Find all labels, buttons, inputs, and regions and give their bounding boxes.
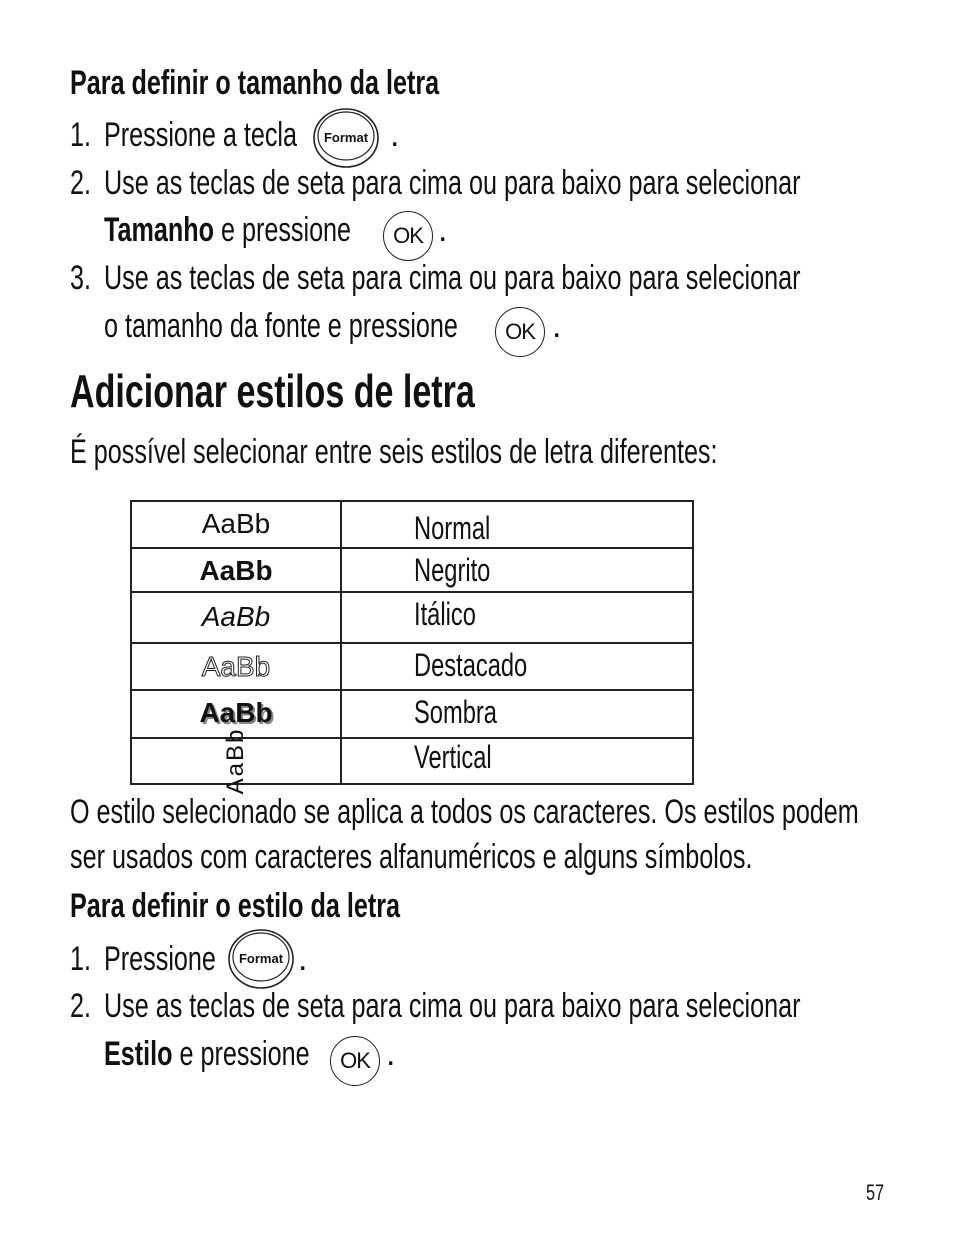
- style-paragraph-line1: O estilo selecionado se aplica a todos os caracteres. Os estilos podem: [70, 793, 859, 831]
- style-sample-vertical: AaBb: [131, 738, 341, 784]
- step-1-text: Pressione: [104, 940, 216, 978]
- step-1-end: .: [298, 940, 308, 978]
- style-name: Destacado: [341, 643, 693, 690]
- step-3-end: .: [552, 307, 562, 345]
- svg-text:Format: Format: [323, 130, 369, 145]
- option-estilo: Estilo: [104, 1035, 173, 1073]
- step-1-text: Pressione a tecla: [104, 116, 298, 154]
- ok-key-icon: OK: [495, 307, 545, 357]
- style-sample-shadow: AaBb: [131, 690, 341, 738]
- section-title: Adicionar estilos de letra: [70, 365, 475, 417]
- step-1-end: .: [390, 116, 400, 154]
- style-paragraph-line2: ser usados com caracteres alfanuméricos e alguns símbolos.: [70, 838, 753, 876]
- style-name: Itálico: [341, 592, 693, 643]
- table-row: [131, 643, 693, 690]
- format-key-icon: [311, 107, 379, 169]
- ok-key-icon: OK: [330, 1036, 380, 1086]
- style-sample-normal: AaBb: [131, 501, 341, 548]
- step-2-number: 2.: [70, 987, 91, 1025]
- table-row: [131, 738, 693, 784]
- style-sample-italic: AaBb: [131, 592, 341, 643]
- step-2-line1: Use as teclas de seta para cima ou para baixo para selecionar: [104, 164, 801, 202]
- step-2-end: .: [438, 211, 448, 249]
- step-2-end: .: [386, 1035, 396, 1073]
- option-tamanho: Tamanho: [104, 211, 214, 249]
- font-styles-table: [130, 500, 694, 795]
- step-2-number: 2.: [70, 164, 91, 202]
- style-sample-bold: AaBb: [131, 548, 341, 592]
- heading-font-size: Para definir o tamanho da letra: [70, 64, 440, 102]
- table-row: [131, 548, 693, 592]
- page-number: 57: [866, 1180, 885, 1205]
- heading-font-style: Para definir o estilo da letra: [70, 887, 400, 925]
- format-key-icon: [226, 928, 294, 990]
- style-name: Normal: [341, 501, 693, 548]
- step-2-line2: Estilo e pressione: [104, 1035, 310, 1073]
- step-1-number: 1.: [70, 940, 91, 978]
- step-3-number: 3.: [70, 259, 91, 297]
- style-name: Sombra: [341, 690, 693, 738]
- table-row: [131, 592, 693, 643]
- style-sample-outline: AaBb: [131, 643, 341, 690]
- ok-key-icon: OK: [383, 211, 433, 261]
- step-2-line1: Use as teclas de seta para cima ou para baixo para selecionar: [104, 987, 801, 1025]
- step-3-line2: o tamanho da fonte e pressione: [104, 307, 458, 345]
- svg-text:Format: Format: [238, 951, 284, 966]
- table-row: [131, 690, 693, 738]
- style-name: Vertical: [341, 738, 693, 784]
- step-1-number: 1.: [70, 116, 91, 154]
- style-name: Negrito: [341, 548, 693, 592]
- step-2-line2: Tamanho e pressione: [104, 211, 352, 249]
- step-3-line1: Use as teclas de seta para cima ou para baixo para selecionar: [104, 259, 801, 297]
- table-row: [131, 501, 693, 548]
- intro-text: É possível selecionar entre seis estilos de letra diferentes:: [70, 433, 718, 471]
